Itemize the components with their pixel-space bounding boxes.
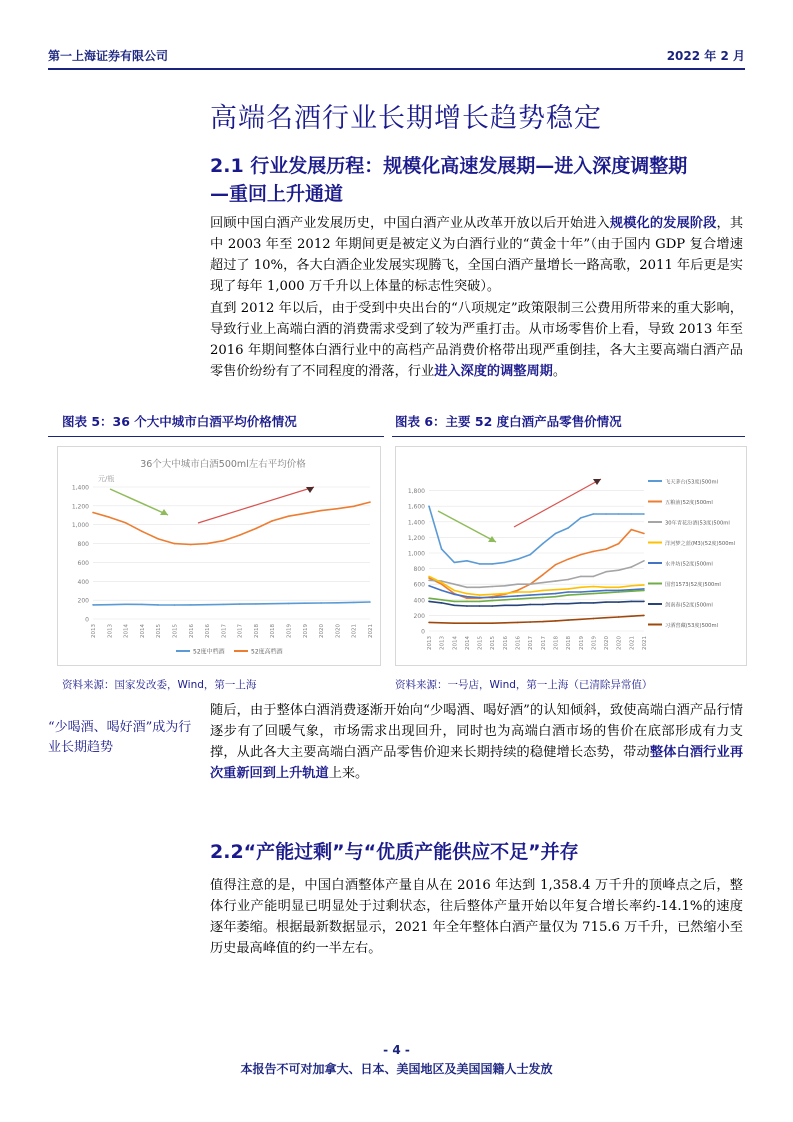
chart2-data-point <box>504 599 506 601</box>
chart2-data-point <box>567 527 569 529</box>
chart2-data-point <box>428 576 430 578</box>
chart1-data-point <box>320 602 322 604</box>
chart2-data-point <box>428 580 430 582</box>
chart2-data-point <box>479 563 481 565</box>
chart2-data-point <box>491 594 493 596</box>
header-divider <box>48 68 745 70</box>
chart2-data-point <box>428 597 430 599</box>
section-heading-2-2: 2.2“产能过剩”与“优质产能供应不足”并存 <box>210 841 579 863</box>
chart2-data-point <box>631 513 633 515</box>
chart2-data-point <box>529 597 531 599</box>
paragraph-recovery <box>210 700 743 784</box>
chart2-data-point <box>555 593 557 595</box>
chart2-data-point <box>517 598 519 600</box>
chart2-data-point <box>593 576 595 578</box>
figure6-title: 图表 6：主要 52 度白酒产品零售价情况 <box>395 414 622 429</box>
chart2-data-point <box>428 585 430 587</box>
chart1-xtick: 2016 <box>205 624 212 638</box>
chart2-data-point <box>580 554 582 556</box>
chart1-xtick: 2013 <box>91 624 97 638</box>
chart2-data-point <box>555 620 557 622</box>
chart2-ytick: 1,600 <box>407 503 425 511</box>
chart2-data-point <box>643 588 645 590</box>
chart2-legend-label: 五粮液(52度)500ml <box>665 500 713 506</box>
chart2-data-point <box>643 601 645 603</box>
chart1-legend-label: 52度中档酒 <box>193 648 225 656</box>
chart2-data-point <box>466 587 468 589</box>
chart1-xtick: 2020 <box>335 624 342 638</box>
chart2-data-point <box>580 591 582 593</box>
chart1-data-point <box>337 602 339 604</box>
chart2-data-point <box>618 601 620 603</box>
chart2-data-point <box>605 617 607 619</box>
chart-avg-price <box>58 447 380 665</box>
chart1-data-point <box>239 534 241 536</box>
chart2-data-point <box>631 585 633 587</box>
chart2-data-point <box>479 605 481 607</box>
chart2-data-point <box>618 513 620 515</box>
section-heading-2-1 <box>210 152 750 208</box>
header-company: 第一上海证券有限公司 <box>48 49 169 63</box>
chart2-data-point <box>567 591 569 593</box>
chart2-data-point <box>479 597 481 599</box>
chart2-data-point <box>593 590 595 592</box>
chart2-data-point <box>529 583 531 585</box>
chart2-data-point <box>631 566 633 568</box>
chart2-data-point <box>631 590 633 592</box>
chart2-data-point <box>567 594 569 596</box>
chart2-data-point <box>504 585 506 587</box>
chart2-xtick: 2019 <box>591 636 598 650</box>
chart1-data-point <box>304 602 306 604</box>
chart2-data-point <box>529 604 531 606</box>
chart2-trend-arrows <box>438 479 601 542</box>
chart2-data-point <box>567 579 569 581</box>
chart1-data-point <box>271 603 273 605</box>
paragraph-capacity: 值得注意的是，中国白酒整体产量自从在 2016 年达到 1,358.4 万千升的顶峰点之后，整体行业产能明显已明显处于过剩状态，往后整体产量开始以年复合增长率约-14.1%的速度逐年萎缩。根据最新数据显示，2021 年全年整体白酒产量仅为 715.6 万千升，已然缩小至历史最高峰值的约一半左右。 <box>210 878 743 956</box>
chart2-data-point <box>491 622 493 624</box>
p2-bold: 进入深度的调整周期 <box>434 364 553 379</box>
chart1-ytick: 1,200 <box>71 503 89 511</box>
chart1-data-point <box>369 501 371 503</box>
chart1-data-point <box>320 510 322 512</box>
p2-text-c: 。 <box>552 364 567 379</box>
chart1-ytick: 1,400 <box>71 484 89 492</box>
chart1-data-point <box>157 538 159 540</box>
chart2-data-point <box>453 590 455 592</box>
chart2-data-point <box>441 590 443 592</box>
chart2-xtick: 2014 <box>464 636 471 650</box>
chart2-data-point <box>643 533 645 535</box>
chart1-data-point <box>141 604 143 606</box>
chart1-ytick: 1,000 <box>71 522 89 530</box>
chart2-data-point <box>529 554 531 556</box>
chart2-legend-label: 30年青花汾酒(53度)500ml <box>665 520 730 527</box>
chart2-data-point <box>643 615 645 617</box>
chart1-data-point <box>223 540 225 542</box>
chart2-data-point <box>491 600 493 602</box>
chart2-data-point <box>567 588 569 590</box>
figure6-source: 资料来源：一号店，Wind，第一上海（已清除异常值） <box>395 679 653 691</box>
chart2-data-point <box>517 591 519 593</box>
chart2-data-point <box>466 605 468 607</box>
chart2-data-point <box>504 593 506 595</box>
chart2-data-point <box>605 601 607 603</box>
chart2-data-point <box>491 563 493 565</box>
chart2-xtick: 2015 <box>490 636 497 650</box>
chart2-data-point <box>580 619 582 621</box>
chart2-data-point <box>517 583 519 585</box>
chart2-data-point <box>580 602 582 604</box>
chart2-data-point <box>643 560 645 562</box>
chart2-data-point <box>618 587 620 589</box>
chart2-data-point <box>567 558 569 560</box>
chart2-data-point <box>542 582 544 584</box>
chart2-data-point <box>618 590 620 592</box>
chart1-data-point <box>92 604 94 606</box>
chart2-data-point <box>593 593 595 595</box>
chart1-xtick: 2017 <box>221 624 228 638</box>
chart2-xtick: 2020 <box>604 636 611 650</box>
chart2-data-point <box>504 562 506 564</box>
chart2-data-point <box>605 548 607 550</box>
chart2-series-line <box>429 561 644 588</box>
chart2-xtick: 2020 <box>616 636 623 650</box>
chart2-data-point <box>542 590 544 592</box>
chart1-data-point <box>92 512 94 514</box>
chart2-series-line <box>429 615 644 623</box>
p3-text-a: 随后，由于整体白酒消费逐渐开始向“少喝酒、喝好酒”的认知倾斜，致使高端白酒产品行情逐步有了回暖气象，市场需求出现回升，同时也为高端白酒市场的售价在底部形成有力支撑，从此各大主要高端白酒产品零售价迎来长期持续的稳健增长态势，带动 <box>210 703 743 760</box>
chart2-ytick: 600 <box>413 581 425 589</box>
chart2-data-point <box>605 590 607 592</box>
chart2-ytick: 400 <box>413 597 425 605</box>
chart1-data-point <box>206 543 208 545</box>
chart2-data-point <box>529 594 531 596</box>
section-heading-line2: —重回上升通道 <box>210 183 344 205</box>
chart2-ytick: 1,200 <box>407 534 425 542</box>
chart1-data-point <box>223 604 225 606</box>
chart2-data-point <box>453 583 455 585</box>
chart2-ytick: 0 <box>421 628 425 636</box>
chart1-xtick: 2014 <box>139 624 146 638</box>
chart2-data-point <box>517 595 519 597</box>
chart2-data-point <box>428 622 430 624</box>
chart2-data-point <box>618 616 620 618</box>
chart2-xtick: 2016 <box>515 636 522 650</box>
chart1-ylabel: 元/瓶 <box>98 475 115 483</box>
chart2-data-point <box>643 584 645 586</box>
chart2-data-point <box>605 587 607 589</box>
chart2-data-point <box>555 580 557 582</box>
chart1-ytick: 800 <box>77 541 89 549</box>
chart2-data-point <box>580 517 582 519</box>
chart2-data-point <box>618 543 620 545</box>
chart2-data-point <box>466 597 468 599</box>
chart1-xtick: 2015 <box>156 624 163 638</box>
chart2-data-point <box>517 604 519 606</box>
chart2-data-point <box>517 558 519 560</box>
chart2-data-point <box>453 594 455 596</box>
chart1-data-point <box>174 604 176 606</box>
chart2-xtick: 2013 <box>439 636 446 650</box>
chart2-ytick: 800 <box>413 566 425 574</box>
chart2-data-point <box>504 622 506 624</box>
chart2-data-point <box>542 543 544 545</box>
chart2-data-point <box>593 513 595 515</box>
chart2-data-point <box>542 594 544 596</box>
chart2-data-point <box>580 576 582 578</box>
chart2-data-point <box>428 505 430 507</box>
chart1-xtick: 2021 <box>351 624 358 638</box>
chart1-data-point <box>174 543 176 545</box>
chart1-data-point <box>288 603 290 605</box>
chart2-data-point <box>441 602 443 604</box>
chart2-data-point <box>643 590 645 592</box>
p2-text-a: 直到 2012 年以后，由于受到中央出台的“八项规定”政策限制三公费用所带来的重大影响，导致行业上高端白酒的消费需求受到了较为严重打击。从市场零售价上看，导致 2013 年至 2016 年期间整体白酒行业中的高档产品消费价格带出现严重倒挂，各大主要高端白酒产品零售价纷纷有了不同程度的滑落，行业 <box>210 301 743 379</box>
chart2-data-point <box>618 569 620 571</box>
chart2-data-point <box>605 571 607 573</box>
chart2-data-point <box>428 601 430 603</box>
chart1-data-point <box>255 603 257 605</box>
chart2-xtick: 2017 <box>540 636 547 650</box>
chart2-data-point <box>555 564 557 566</box>
chart2-data-point <box>605 513 607 515</box>
chart2-data-point <box>491 586 493 588</box>
chart-retail-price <box>396 447 746 665</box>
page-number: - 4 - <box>383 1043 410 1057</box>
p3-text-c: 上来。 <box>328 766 369 781</box>
chart1-ytick: 600 <box>77 559 89 567</box>
chart2-xtick: 2018 <box>566 636 573 650</box>
chart1-data-point <box>108 604 110 606</box>
chart2-data-point <box>504 596 506 598</box>
chart2-data-point <box>542 621 544 623</box>
p3-bold: 整体白酒行业再次重新回到上升轨道 <box>210 745 744 781</box>
figure5-title-rule <box>48 436 384 437</box>
chart2-xtick: 2019 <box>578 636 585 650</box>
chart2-data-point <box>441 622 443 624</box>
chart2-data-point <box>631 589 633 591</box>
chart2-xtick: 2017 <box>528 636 535 650</box>
chart2-ytick: 200 <box>413 612 425 620</box>
chart2-data-point <box>517 590 519 592</box>
chart2-data-point <box>441 599 443 601</box>
chart2-data-point <box>555 596 557 598</box>
p1-text-c: ，其中 2003 年至 2012 年期间更是被定义为白酒行业的“黄金十年”（由于国内 GDP 复合增速超过了 10%，各大白酒企业发展实现腾飞，全国白酒产量增长一路高歌，2011 年后更是实现了每年 1,000 万千升以上体量的标志性突破）。 <box>210 216 744 294</box>
footer-disclaimer: 本报告不可对加拿大、日本、美国地区及美国国籍人士发放 <box>240 1062 553 1076</box>
chart2-data-point <box>631 601 633 603</box>
chart2-xtick: 2015 <box>477 636 484 650</box>
paragraph-history <box>210 213 743 297</box>
chart1-xtick: 2014 <box>123 624 130 638</box>
chart2-legend-label: 飞天茅台(53度)500ml <box>665 479 718 486</box>
chart1-data-point <box>255 528 257 530</box>
chart2-data-point <box>466 622 468 624</box>
figure6-title-rule <box>392 436 745 437</box>
chart1-data-point <box>304 513 306 515</box>
figure5-source: 资料来源：国家发改委，Wind，第一上海 <box>62 679 257 691</box>
chart1-xtick: 2021 <box>368 624 374 638</box>
chart2-xtick: 2016 <box>502 636 509 650</box>
chart1-data-point <box>206 604 208 606</box>
chart1-xtick: 2019 <box>286 624 293 638</box>
chart1-xtick: 2018 <box>270 624 277 638</box>
chart1-data-point <box>353 506 355 508</box>
chart2-data-point <box>593 602 595 604</box>
chart2-ytick: 1,400 <box>407 519 425 527</box>
chart2-legend-label: 国窖1573(52度)500ml <box>665 582 721 588</box>
chart2-data-point <box>529 591 531 593</box>
chart2-data-point <box>529 621 531 623</box>
chart2-xtick: 2018 <box>553 636 560 650</box>
chart2-data-point <box>631 529 633 531</box>
chart2-legend-label: 习酒窖藏(53度)500ml <box>665 623 718 629</box>
p1-bold: 规模化的发展阶段 <box>609 216 717 231</box>
chart2-data-point <box>466 596 468 598</box>
chart2-data-point <box>580 587 582 589</box>
chart1-xtick: 2016 <box>188 624 195 638</box>
chart2-data-point <box>555 533 557 535</box>
chart2-data-point <box>555 603 557 605</box>
page-title: 高端名酒行业长期增长趋势稳定 <box>210 103 602 134</box>
chart1-data-point <box>239 603 241 605</box>
chart1-ytick: 0 <box>85 616 89 624</box>
p1-text-a: 回顾中国白酒产业发展历史，中国白酒产业从改革开放以后开始进入 <box>210 216 610 231</box>
chart1-xtick: 2013 <box>107 624 114 638</box>
chart2-data-point <box>593 586 595 588</box>
chart2-data-point <box>466 560 468 562</box>
chart2-data-point <box>593 551 595 553</box>
chart1-data-point <box>108 516 110 518</box>
chart2-data-point <box>441 548 443 550</box>
chart1-ytick: 400 <box>77 578 89 586</box>
chart1-data-point <box>190 604 192 606</box>
chart2-data-point <box>466 601 468 603</box>
chart2-data-point <box>479 601 481 603</box>
chart2-data-point <box>517 622 519 624</box>
chart2-data-point <box>542 574 544 576</box>
chart2-data-point <box>605 592 607 594</box>
chart2-data-point <box>491 605 493 607</box>
chart2-data-point <box>504 604 506 606</box>
chart2-xtick: 2014 <box>452 636 459 650</box>
chart1-legend-label: 52度高档酒 <box>251 648 283 656</box>
chart1-xtick: 2017 <box>237 624 244 638</box>
chart2-legend-label: 洋河梦之蓝(M3)(52度)500ml <box>665 541 735 547</box>
chart1-data-point <box>125 522 127 524</box>
chart1-data-point <box>141 531 143 533</box>
chart2-data-point <box>567 619 569 621</box>
chart2-data-point <box>542 604 544 606</box>
chart1-ytick: 200 <box>77 597 89 605</box>
chart2-data-point <box>580 594 582 596</box>
chart2-data-point <box>491 597 493 599</box>
chart2-xtick: 2021 <box>629 636 636 650</box>
header-date: 2022 年 2 月 <box>666 49 745 63</box>
chart2-legend-label: 剑南春(52度)500ml <box>665 602 713 609</box>
chart2-data-point <box>479 587 481 589</box>
chart2-data-point <box>479 622 481 624</box>
chart1-data-point <box>337 508 339 510</box>
chart1-data-point <box>369 601 371 603</box>
chart2-data-point <box>567 603 569 605</box>
paragraph-adjustment <box>210 298 743 382</box>
chart2-data-point <box>466 593 468 595</box>
chart2-ytick: 1,800 <box>407 488 425 496</box>
chart2-data-point <box>555 589 557 591</box>
chart1-data-point <box>190 544 192 546</box>
chart-frame-2 <box>395 446 747 666</box>
chart1-xtick: 2020 <box>319 624 326 638</box>
chart2-data-point <box>618 591 620 593</box>
chart2-data-point <box>453 622 455 624</box>
chart1-xtick: 2019 <box>302 624 309 638</box>
chart2-data-point <box>453 601 455 603</box>
chart2-ytick: 1,000 <box>407 550 425 558</box>
figure5-title: 图表 5：36 个大中城市白酒平均价格情况 <box>62 414 297 429</box>
chart1-xtick: 2015 <box>172 624 179 638</box>
chart2-data-point <box>593 618 595 620</box>
chart2-xtick: 2013 <box>427 636 433 650</box>
chart1-title: 36个大中城市白酒500ml左右平均价格 <box>140 459 306 470</box>
chart1-data-point <box>125 603 127 605</box>
section-heading-line1: 2.1 行业发展历程：规模化高速发展期—进入深度调整期 <box>210 155 688 177</box>
chart1-series-line <box>93 502 370 544</box>
chart2-legend-label: 水井坊(52度)500ml <box>665 561 713 568</box>
chart2-data-point <box>441 582 443 584</box>
chart1-data-point <box>271 520 273 522</box>
chart1-data-point <box>288 515 290 517</box>
chart2-xtick: 2021 <box>642 636 648 650</box>
chart2-data-point <box>542 597 544 599</box>
chart2-data-point <box>453 562 455 564</box>
chart1-data-point <box>353 602 355 604</box>
chart2-data-point <box>453 604 455 606</box>
chart2-data-point <box>479 594 481 596</box>
chart1-data-point <box>157 604 159 606</box>
chart-frame-1 <box>57 446 381 666</box>
chart1-xtick: 2018 <box>253 624 260 638</box>
chart2-data-point <box>643 513 645 515</box>
side-note: “少喝酒、喝好酒”成为行业长期趋势 <box>48 720 192 755</box>
chart2-data-point <box>631 615 633 617</box>
chart1-series-line <box>93 602 370 605</box>
